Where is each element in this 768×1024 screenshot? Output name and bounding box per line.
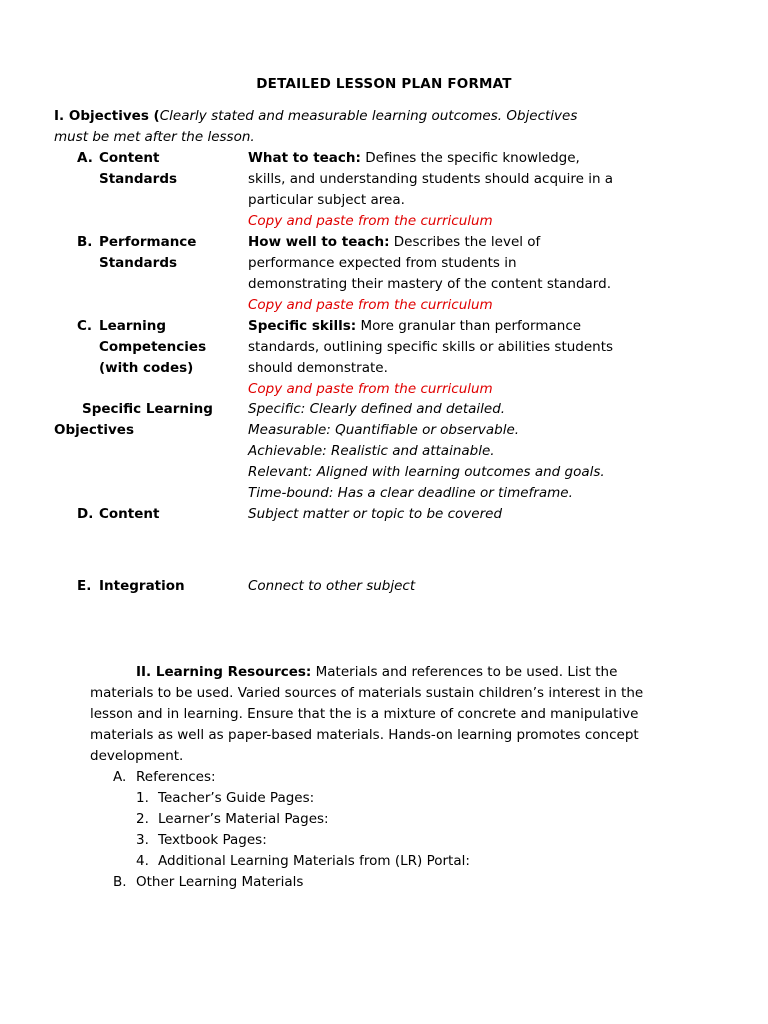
item-c-red-note: Copy and paste from the curriculum [248, 381, 493, 397]
slo-achievable: Achievable: Realistic and attainable. [248, 443, 495, 459]
item-d-letter: D. [77, 506, 94, 522]
item-e-letter: E. [77, 578, 92, 594]
item-c-letter: C. [77, 318, 93, 334]
item-a-label-line2: Standards [99, 171, 178, 187]
slo-specific: Specific: Clearly defined and detailed. [248, 401, 506, 417]
resources-text-line2: materials to be used. Varied sources of materials sustain children’s interest in the [90, 685, 644, 701]
page-title: DETAILED LESSON PLAN FORMAT [256, 76, 512, 92]
ref-item: Teacher’s Guide Pages: [158, 790, 315, 806]
item-c-label-line1: Learning [99, 318, 167, 334]
item-a-desc-line1 [248, 148, 580, 169]
objectives-desc-line2: must be met after the lesson. [54, 129, 255, 145]
item-b-label-line1: Performance [99, 234, 197, 250]
resources-heading: II. Learning Resources: [136, 664, 312, 680]
item-e-label: Integration [99, 578, 185, 594]
objectives-heading: I. Objectives ( [54, 108, 160, 124]
ref-item: Learner’s Material Pages: [158, 811, 329, 827]
ref-item: Textbook Pages: [158, 832, 267, 848]
item-c-bold-lead: Specific skills: [248, 318, 357, 334]
item-d-text: Subject matter or topic to be covered [248, 506, 503, 522]
item-b-text-line3: demonstrating their mastery of the content standard. [248, 276, 611, 292]
slo-time-bound: Time-bound: Has a clear deadline or timeframe. [248, 485, 573, 501]
item-b-bold-lead: How well to teach: [248, 234, 390, 250]
item-a-text-line3: particular subject area. [248, 192, 405, 208]
ref-item: Additional Learning Materials from (LR) Portal: [158, 853, 470, 869]
item-c-desc-line1 [248, 316, 581, 337]
resources-b-letter: B. [113, 874, 127, 890]
item-c-label-line2: Competencies [99, 339, 207, 355]
item-a-label-line1: Content [99, 150, 160, 166]
item-b-red-note: Copy and paste from the curriculum [248, 297, 493, 313]
item-c-text-line2: standards, outlining specific skills or abilities students [248, 339, 614, 355]
item-c-text-line1: More granular than performance [356, 318, 582, 334]
objectives-desc-line1: Clearly stated and measurable learning outcomes. Objectives [159, 108, 578, 124]
item-a-bold-lead: What to teach: [248, 150, 361, 166]
item-b-text-line2: performance expected from students in [248, 255, 517, 271]
ref-num: 1. [136, 790, 149, 806]
ref-num: 4. [136, 853, 149, 869]
objectives-heading-line [54, 106, 577, 127]
item-b-text-line1: Describes the level of [389, 234, 541, 250]
item-d-label: Content [99, 506, 160, 522]
ref-num: 3. [136, 832, 149, 848]
slo-relevant: Relevant: Aligned with learning outcomes and goals. [248, 464, 605, 480]
resources-text-line3: lesson and in learning. Ensure that the is a mixture of concrete and manipulative [90, 706, 639, 722]
ref-num: 2. [136, 811, 149, 827]
slo-measurable: Measurable: Quantifiable or observable. [248, 422, 520, 438]
item-c-text-line3: should demonstrate. [248, 360, 388, 376]
item-e-text: Connect to other subject [248, 578, 416, 594]
slo-label-line2: Objectives [54, 422, 134, 438]
item-b-desc-line1 [248, 232, 540, 253]
item-a-letter: A. [77, 150, 93, 166]
resources-text-line5: development. [90, 748, 184, 764]
resources-text-line1: Materials and references to be used. List the [311, 664, 618, 680]
resources-b-label: Other Learning Materials [136, 874, 304, 890]
item-b-label-line2: Standards [99, 255, 178, 271]
resources-line1 [136, 662, 617, 683]
resources-a-label: References: [136, 769, 216, 785]
item-a-text-line1: Defines the specific knowledge, [360, 150, 580, 166]
resources-text-line4: materials as well as paper-based materials. Hands-on learning promotes concept [90, 727, 639, 743]
item-a-text-line2: skills, and understanding students should acquire in a [248, 171, 614, 187]
item-b-letter: B. [77, 234, 93, 250]
resources-a-letter: A. [113, 769, 127, 785]
slo-label-line1: Specific Learning [82, 401, 213, 417]
item-c-label-line3: (with codes) [99, 360, 194, 376]
item-a-red-note: Copy and paste from the curriculum [248, 213, 493, 229]
